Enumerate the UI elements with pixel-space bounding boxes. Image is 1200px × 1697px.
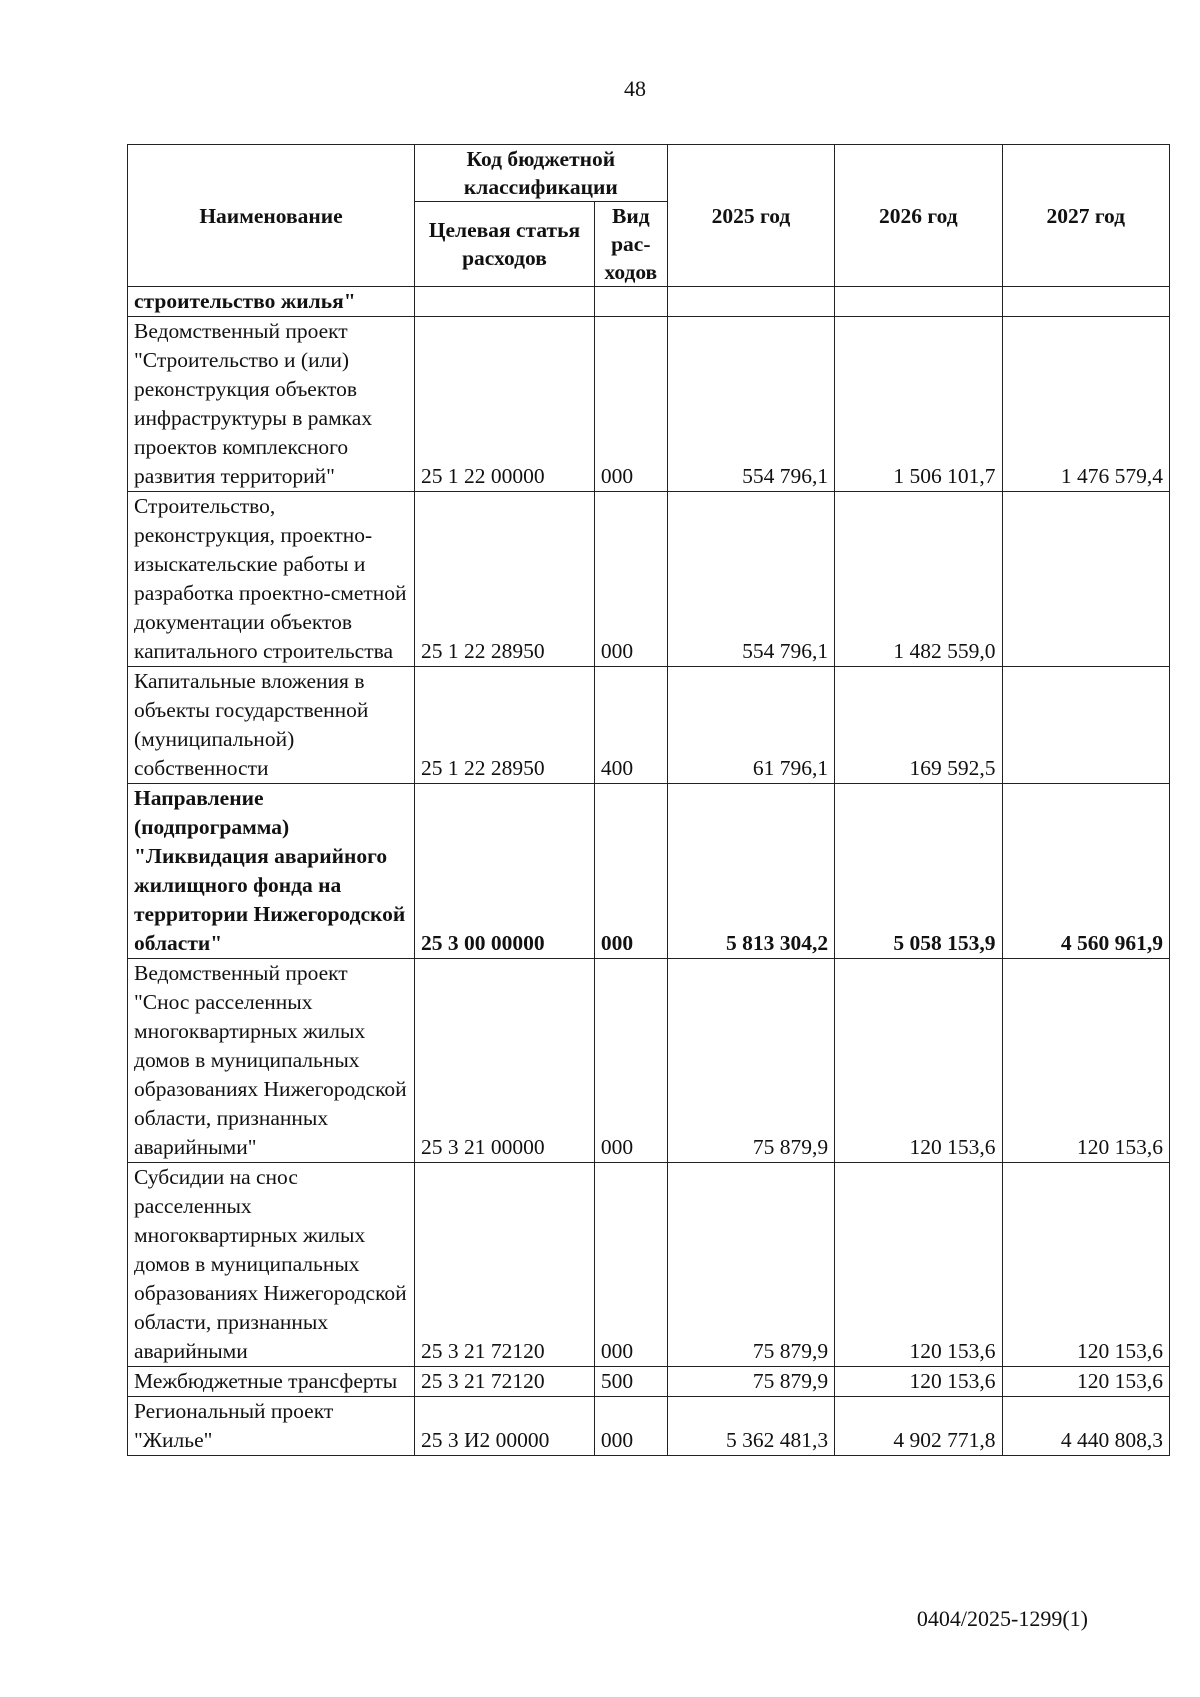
row-amount-2026 <box>835 287 1002 317</box>
header-budget-code: Код бюджетной классификации <box>415 145 668 202</box>
header-year-2025: 2025 год <box>667 145 834 287</box>
row-target-article: 25 1 22 00000 <box>415 317 595 492</box>
row-amount-2025: 5 362 481,3 <box>667 1397 834 1456</box>
row-amount-2027: 1 476 579,4 <box>1002 317 1169 492</box>
row-target-article: 25 1 22 28950 <box>415 667 595 784</box>
table-row <box>128 784 1170 959</box>
row-amount-2025: 5 813 304,2 <box>667 784 834 959</box>
header-expense-kind: Вид рас-ходов <box>594 202 667 287</box>
table-row <box>128 667 1170 784</box>
row-name: Региональный проект "Жилье" <box>128 1397 415 1456</box>
header-target-article: Целевая статья расходов <box>415 202 595 287</box>
row-expense-kind: 000 <box>594 959 667 1163</box>
row-amount-2026: 4 902 771,8 <box>835 1397 1002 1456</box>
table-row <box>128 287 1170 317</box>
row-name: Направление (подпрограмма) "Ликвидация аварийного жилищного фонда на территории Нижегородской области" <box>128 784 415 959</box>
row-target-article: 25 3 И2 00000 <box>415 1397 595 1456</box>
row-target-article: 25 3 21 72120 <box>415 1367 595 1397</box>
row-amount-2026: 5 058 153,9 <box>835 784 1002 959</box>
row-expense-kind: 000 <box>594 1163 667 1367</box>
table-header <box>128 145 1170 287</box>
header-year-2027: 2027 год <box>1002 145 1169 287</box>
row-target-article <box>415 287 595 317</box>
row-amount-2027 <box>1002 492 1169 667</box>
row-amount-2027: 120 153,6 <box>1002 1163 1169 1367</box>
row-amount-2025 <box>667 287 834 317</box>
row-amount-2026: 120 153,6 <box>835 1163 1002 1367</box>
row-name: Капитальные вложения в объекты государственной (муниципальной) собственности <box>128 667 415 784</box>
row-amount-2025: 61 796,1 <box>667 667 834 784</box>
row-expense-kind: 500 <box>594 1367 667 1397</box>
table-row <box>128 1397 1170 1456</box>
row-expense-kind: 000 <box>594 1397 667 1456</box>
row-name: строительство жилья" <box>128 287 415 317</box>
row-amount-2025: 554 796,1 <box>667 317 834 492</box>
row-name: Ведомственный проект "Снос расселенных многоквартирных жилых домов в муниципальных образованиях Нижегородской области, признанных аварийными" <box>128 959 415 1163</box>
table-row <box>128 317 1170 492</box>
table-row <box>128 492 1170 667</box>
row-target-article: 25 3 00 00000 <box>415 784 595 959</box>
row-amount-2025: 75 879,9 <box>667 959 834 1163</box>
row-target-article: 25 3 21 72120 <box>415 1163 595 1367</box>
table-body <box>128 287 1170 1456</box>
row-amount-2027: 120 153,6 <box>1002 1367 1169 1397</box>
row-target-article: 25 1 22 28950 <box>415 492 595 667</box>
table-row <box>128 1367 1170 1397</box>
row-amount-2026: 1 506 101,7 <box>835 317 1002 492</box>
table-row <box>128 1163 1170 1367</box>
row-amount-2026: 120 153,6 <box>835 1367 1002 1397</box>
row-amount-2025: 75 879,9 <box>667 1163 834 1367</box>
row-amount-2027: 4 560 961,9 <box>1002 784 1169 959</box>
row-name: Ведомственный проект "Строительство и (или) реконструкция объектов инфраструктуры в рамках проектов комплексного развития территорий" <box>128 317 415 492</box>
row-expense-kind: 400 <box>594 667 667 784</box>
row-expense-kind: 000 <box>594 492 667 667</box>
row-name: Субсидии на снос расселенных многоквартирных жилых домов в муниципальных образованиях Нижегородской области, признанных аварийными <box>128 1163 415 1367</box>
budget-table <box>127 144 1170 1456</box>
row-amount-2025: 75 879,9 <box>667 1367 834 1397</box>
row-amount-2027 <box>1002 287 1169 317</box>
row-expense-kind: 000 <box>594 317 667 492</box>
table-row <box>128 959 1170 1163</box>
row-name: Строительство, реконструкция, проектно-изыскательские работы и разработка проектно-сметной документации объектов капитального строительства <box>128 492 415 667</box>
row-target-article: 25 3 21 00000 <box>415 959 595 1163</box>
row-amount-2026: 169 592,5 <box>835 667 1002 784</box>
document-number: 0404/2025-1299(1) <box>916 1606 1088 1631</box>
row-amount-2027 <box>1002 667 1169 784</box>
header-year-2026: 2026 год <box>835 145 1002 287</box>
page-number: 48 <box>624 76 646 101</box>
row-name: Межбюджетные трансферты <box>128 1367 415 1397</box>
row-amount-2025: 554 796,1 <box>667 492 834 667</box>
row-amount-2026: 1 482 559,0 <box>835 492 1002 667</box>
row-amount-2027: 4 440 808,3 <box>1002 1397 1169 1456</box>
row-expense-kind: 000 <box>594 784 667 959</box>
row-expense-kind <box>594 287 667 317</box>
row-amount-2027: 120 153,6 <box>1002 959 1169 1163</box>
header-name: Наименование <box>128 145 415 287</box>
row-amount-2026: 120 153,6 <box>835 959 1002 1163</box>
